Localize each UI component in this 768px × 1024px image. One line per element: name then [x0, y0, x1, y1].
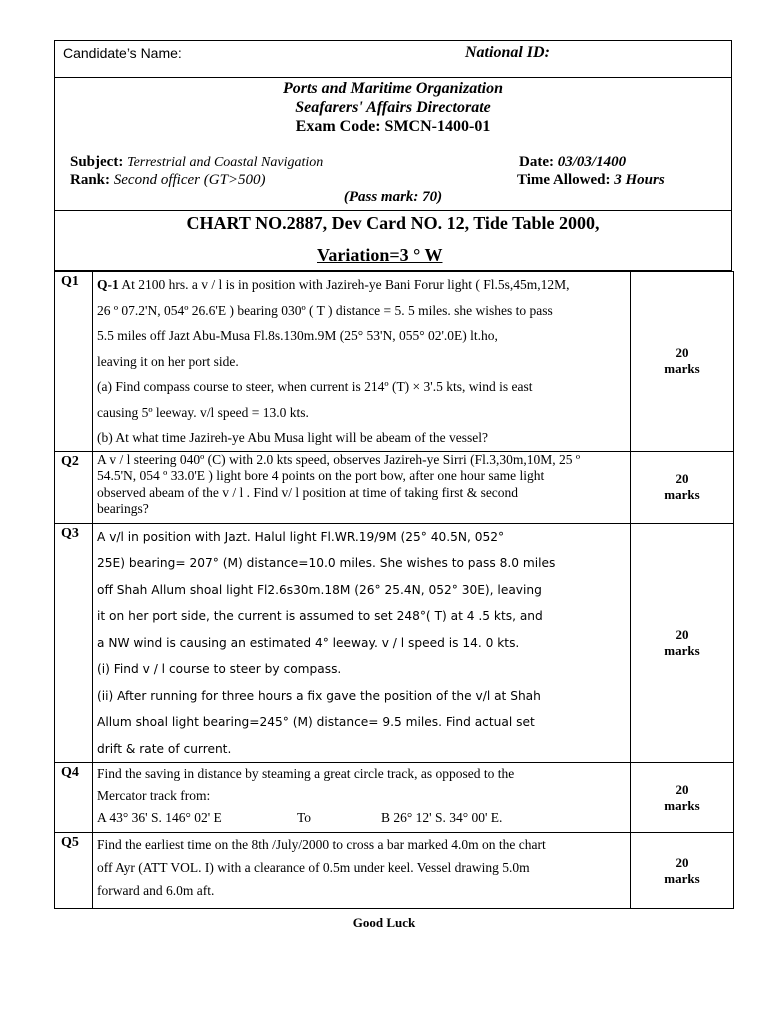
q4-point-b: B 26° 12' S. 34° 00' E. [381, 810, 503, 825]
marks-value: 20 [675, 626, 689, 642]
chart-info [54, 211, 732, 271]
question-number: Q3 [55, 523, 93, 763]
q2-line-4: bearings? [97, 501, 149, 516]
q4-line-2: Mercator track from: [97, 788, 211, 803]
q3-line-5: a NW wind is causing an estimated 4° leeway. v / l speed is 14. 0 kts. [97, 635, 520, 650]
q3-line-1: A v/l in position with Jazt. Halul light Fl.WR.19/9M (25° 40.5N, 052° [97, 529, 505, 544]
question-text [93, 272, 631, 452]
q1-line-2: 26 º 07.2'N, 054º 26.6'E ) bearing 030º ( T ) distance = 5. 5 miles. she wishes to pass [97, 302, 553, 318]
directorate-title: Seafarers' Affairs Directorate [295, 99, 491, 116]
time-line [517, 172, 665, 189]
q3-line-2: 25E) bearing= 207° (M) distance=10.0 miles. She wishes to pass 8.0 miles [97, 556, 556, 570]
date-line [519, 154, 626, 171]
marks-label: marks [664, 642, 700, 658]
q1-line-3: 5.5 miles off Jazt Abu-Musa Fl.8s.130m.9M (25° 53'N, 055° 02'.0E) lt.ho, [97, 328, 498, 343]
candidate-name-label: Candidate’s Name: [63, 45, 182, 61]
date-label: Date: [519, 154, 554, 170]
q3-line-9: drift & rate of current. [97, 741, 232, 756]
q1-line-7: (b) At what time Jazireh-ye Abu Musa light will be abeam of the vessel? [97, 430, 489, 445]
rank-value: Second officer (GT>500) [113, 172, 266, 188]
question-text [93, 833, 631, 909]
question-number: Q4 [55, 763, 93, 833]
national-id-label: National ID: [465, 44, 550, 61]
organization-title: Ports and Maritime Organization [282, 80, 504, 97]
marks-cell [631, 272, 734, 452]
subject-label: Subject: [70, 154, 124, 170]
marks-value: 20 [675, 345, 689, 361]
marks-cell [631, 833, 734, 909]
good-luck-footer: Good Luck [352, 915, 416, 930]
time-value: 3 Hours [614, 172, 665, 188]
question-row-q2 [55, 451, 734, 523]
question-row-q1 [55, 272, 734, 452]
question-row-q4 [55, 763, 734, 833]
q2-line-3: observed abeam of the v / l . Find v/ l position at time of taking first & second [97, 484, 519, 500]
marks-value: 20 [675, 471, 689, 486]
rank-line [70, 172, 266, 189]
marks-value: 20 [675, 781, 689, 797]
chart-line: CHART NO.2887, Dev Card NO. 12, Tide Table 2000, [186, 213, 600, 233]
q4-point-a: A 43° 36' S. 146° 02' E [97, 810, 222, 825]
marks-label: marks [664, 361, 700, 377]
q4-to-label: To [297, 810, 312, 825]
q1-line-6: causing 5º leeway. v/l speed = 13.0 kts. [97, 404, 309, 420]
candidate-row [54, 40, 732, 78]
variation-line: Variation=3 ° W [317, 245, 443, 265]
q4-line-1: Find the saving in distance by steaming a great circle track, as opposed to the [97, 766, 515, 781]
q1-line-4: leaving it on her port side. [97, 353, 239, 369]
exam-code: Exam Code: SMCN-1400-01 [295, 118, 491, 135]
subject-line [70, 154, 323, 171]
q3-line-8: Allum shoal light bearing=245° (M) distance= 9.5 miles. Find actual set [97, 715, 535, 729]
questions-table [54, 271, 734, 909]
date-value: 03/03/1400 [557, 154, 627, 170]
q1-line-5: (a) Find compass course to steer, when current is 214º (T) × 3'.5 kts, wind is east [97, 379, 533, 394]
q5-line-1: Find the earliest time on the 8th /July/2000 to cross a bar marked 4.0m on the chart [97, 837, 546, 852]
marks-cell [631, 763, 734, 833]
q5-line-2: off Ayr (ATT VOL. I) with a clearance of 0.5m under keel. Vessel drawing 5.0m [97, 860, 530, 875]
q3-line-7: (ii) After running for three hours a fix gave the position of the v/l at Shah [97, 688, 541, 703]
time-label: Time Allowed: [517, 172, 611, 188]
q5-line-3: forward and 6.0m aft. [97, 883, 215, 898]
marks-cell [631, 523, 734, 763]
marks-label: marks [664, 870, 700, 886]
q1-line-1: At 2100 hrs. a v / l is in position with Jazireh-ye Bani Forur light ( Fl.5s,45m,12M, [121, 277, 570, 292]
question-text [93, 451, 631, 523]
rank-label: Rank: [70, 172, 111, 188]
question-text [93, 763, 631, 833]
marks-cell [631, 451, 734, 523]
question-number: Q5 [55, 833, 93, 909]
question-row-q5 [55, 833, 734, 909]
marks-value: 20 [675, 854, 689, 870]
marks-label: marks [664, 487, 700, 502]
q1-prefix: Q-1 [97, 277, 119, 292]
q2-line-2: 54.5'N, 054 º 33.0'E ) light bore 4 points on the port bow, after one hour same light [97, 468, 545, 483]
q3-line-6: (i) Find v / l course to steer by compass. [97, 662, 342, 676]
question-number: Q2 [55, 451, 93, 523]
marks-label: marks [664, 797, 700, 813]
exam-sheet [54, 40, 732, 909]
q4-route [97, 807, 626, 829]
q3-line-3: off Shah Allum shoal light Fl2.6s30m.18M (26° 25.4N, 052° 30E), leaving [97, 582, 542, 597]
exam-header [54, 78, 732, 211]
q3-line-4: it on her port side, the current is assumed to set 248°( T) at 4 .5 kts, and [97, 609, 543, 623]
subject-value: Terrestrial and Coastal Navigation [127, 155, 324, 170]
pass-mark: (Pass mark: 70) [343, 189, 443, 205]
question-text [93, 523, 631, 763]
question-number: Q1 [55, 272, 93, 452]
q2-line-1: A v / l steering 040º (C) with 2.0 kts speed, observes Jazireh-ye Sirri (Fl.3,30m,10M, 25 º [97, 451, 581, 467]
question-row-q3 [55, 523, 734, 763]
